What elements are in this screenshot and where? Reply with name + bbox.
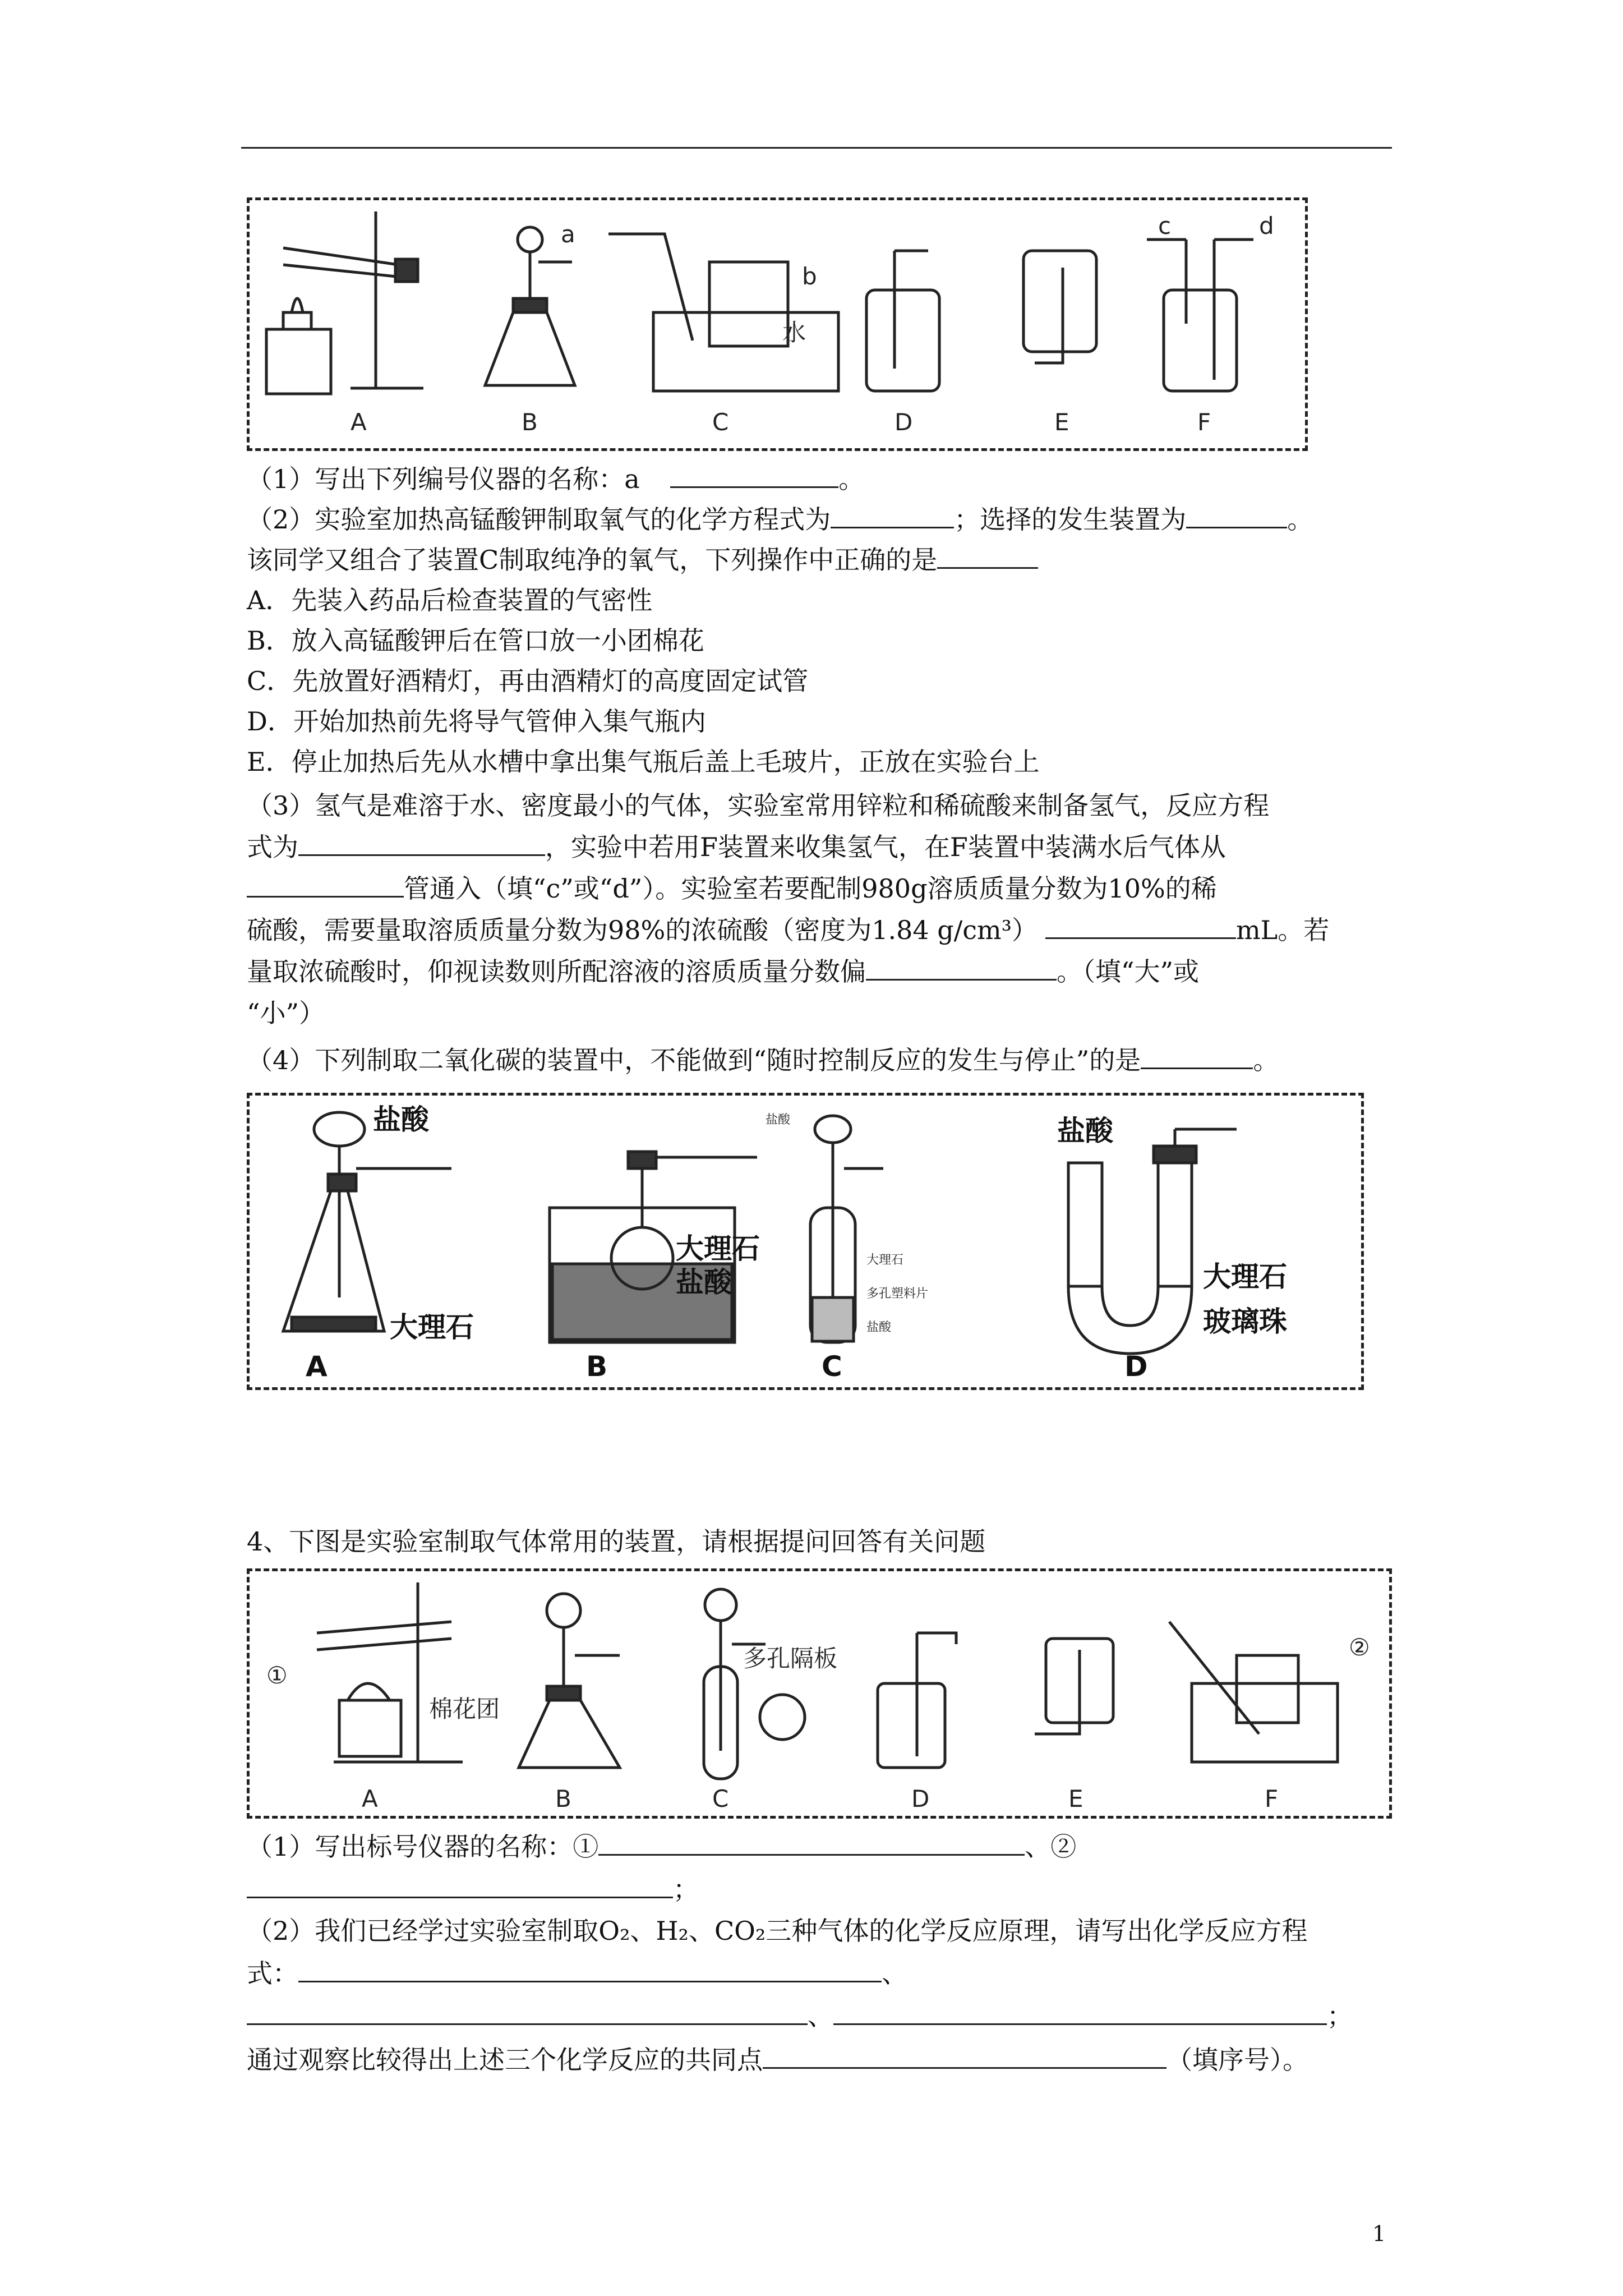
fig2-marble-A: 大理石 xyxy=(390,1311,474,1343)
fig2-label-B: B xyxy=(586,1350,608,1383)
fig1-label-F: F xyxy=(1197,408,1211,436)
answer-blank-concentration[interactable] xyxy=(866,954,1057,981)
q4-part2-line2: 式： 、 xyxy=(247,1955,907,1991)
fig2-marble-B: 大理石 xyxy=(676,1232,760,1265)
q4-part3: 通过观察比较得出上述三个化学反应的共同点 （填序号）。 xyxy=(247,2042,1308,2078)
fig1-label-D: D xyxy=(895,408,913,436)
q4-part1: （1）写出标号仪器的名称：① 、② xyxy=(247,1829,1076,1865)
q3-part2-question: 该同学又组合了装置C制取纯净的氧气，下列操作中正确的是 xyxy=(247,542,1038,578)
q3-part3-line4: 硫酸，需要量取溶质质量分数为98%的浓硫酸（密度为1.84 g/cm³） mL。若 xyxy=(247,912,1329,948)
q3-part3-line6: “小”） xyxy=(247,998,325,1028)
fig3-label-E: E xyxy=(1068,1785,1083,1812)
fig1-callout-a: a xyxy=(561,220,575,248)
fig1-label-C: C xyxy=(712,408,729,436)
fig2-plastic-C: 多孔塑料片 xyxy=(866,1287,929,1301)
answer-blank-equation[interactable] xyxy=(831,502,954,528)
q4-part2-line3: 、 ； xyxy=(247,1998,1353,2034)
figure-2-co2-devices xyxy=(247,1093,1364,1390)
q3-part3-line5: 量取浓硫酸时，仰视读数则所配溶液的溶质质量分数偏 。（填“大”或 xyxy=(247,954,1199,990)
figure-1-apparatus xyxy=(247,197,1308,451)
q3-part3-line1: （3）氢气是难溶于水、密度最小的气体，实验室常用锌粒和稀硫酸来制备氢气，反应方程 xyxy=(247,790,1270,821)
figure-1-drawing xyxy=(250,200,1305,448)
fig1-label-E: E xyxy=(1054,408,1069,436)
answer-blank-common-points[interactable] xyxy=(763,2042,1166,2069)
header-rule xyxy=(241,147,1392,149)
fig3-cotton: 棉花团 xyxy=(429,1695,500,1723)
fig1-label-B: B xyxy=(522,408,538,436)
answer-blank-tube[interactable] xyxy=(247,871,404,898)
fig2-marble-D: 大理石 xyxy=(1203,1260,1287,1293)
fig3-label-C: C xyxy=(712,1785,729,1812)
fig3-mark1: ① xyxy=(266,1662,288,1689)
answer-blank-device[interactable] xyxy=(1186,502,1287,528)
fig3-plate: 多孔隔板 xyxy=(743,1645,838,1672)
q3-part1: （1）写出下列编号仪器的名称：a 。 xyxy=(247,461,864,497)
fig2-label-A: A xyxy=(306,1350,328,1383)
fig2-hcl-D: 盐酸 xyxy=(1057,1115,1113,1147)
q3-part3-line2: 式为 ，实验中若用F装置来收集氢气，在F装置中装满水后气体从 xyxy=(247,829,1226,865)
answer-blank-h2-equation[interactable] xyxy=(298,830,545,856)
fig2-hcl-A: 盐酸 xyxy=(373,1103,429,1136)
fig2-label-D: D xyxy=(1124,1350,1148,1383)
q4-part1-line2: ； xyxy=(247,1871,699,1907)
fig2-label-C: C xyxy=(822,1350,842,1383)
fig3-mark2: ② xyxy=(1349,1634,1370,1661)
figure-3-gas-apparatus xyxy=(247,1568,1392,1819)
fig1-callout-c: c xyxy=(1158,212,1172,240)
fig1-callout-b: b xyxy=(802,263,817,290)
answer-blank-co2-device[interactable] xyxy=(1141,1043,1253,1069)
figure-3-drawing xyxy=(250,1571,1389,1816)
option-A: A．先装入药品后检查装置的气密性 xyxy=(247,585,653,615)
fig3-label-D: D xyxy=(911,1785,930,1812)
fig2-marble-C: 大理石 xyxy=(866,1253,904,1267)
answer-blank-h2-equation[interactable] xyxy=(247,1999,808,2025)
answer-blank-volume[interactable] xyxy=(1045,913,1236,939)
answer-blank-a[interactable] xyxy=(670,462,838,488)
option-D: D．开始加热前先将导气管伸入集气瓶内 xyxy=(247,706,706,737)
answer-blank-instrument-1[interactable] xyxy=(598,1829,1025,1856)
option-C: C．先放置好酒精灯，再由酒精灯的高度固定试管 xyxy=(247,666,809,696)
answer-blank-co2-equation[interactable] xyxy=(833,1999,1327,2025)
fig2-beads-D: 玻璃珠 xyxy=(1203,1305,1287,1338)
page-number: 1 xyxy=(1372,2221,1386,2246)
answer-blank-instrument-2[interactable] xyxy=(247,1872,673,1898)
fig3-label-A: A xyxy=(362,1785,378,1812)
option-E: E．停止加热后先从水槽中拿出集气瓶后盖上毛玻片，正放在实验台上 xyxy=(247,747,1040,777)
option-B: B．放入高锰酸钾后在管口放一小团棉花 xyxy=(247,625,704,656)
fig3-label-F: F xyxy=(1265,1785,1279,1812)
fig3-label-B: B xyxy=(555,1785,571,1812)
answer-blank-o2-equation[interactable] xyxy=(298,1956,882,1982)
fig1-callout-water: 水 xyxy=(782,319,806,346)
fig1-callout-d: d xyxy=(1259,212,1274,240)
fig2-hcl-C: 盐酸 xyxy=(766,1113,791,1127)
fig2-hcl-C2: 盐酸 xyxy=(866,1320,892,1335)
q4-title: 4、下图是实验室制取气体常用的装置，请根据提问回答有关问题 xyxy=(247,1526,986,1557)
fig1-label-A: A xyxy=(351,408,367,436)
q4-part2-line1: （2）我们已经学过实验室制取O₂、H₂、CO₂三种气体的化学反应原理，请写出化学反应方程 xyxy=(247,1916,1308,1946)
q3-part4: （4）下列制取二氧化碳的装置中，不能做到“随时控制反应的发生与停止”的是 。 xyxy=(247,1042,1279,1078)
figure-2-drawing xyxy=(250,1096,1361,1387)
answer-blank-operation[interactable] xyxy=(937,542,1038,569)
q3-part2: （2）实验室加热高锰酸钾制取氧气的化学方程式为 ；选择的发生装置为 。 xyxy=(247,501,1313,537)
q3-part3-line3: 管通入（填“c”或“d”）。实验室若要配制980g溶质质量分数为10%的稀 xyxy=(247,871,1217,907)
fig2-hcl-B: 盐酸 xyxy=(676,1266,732,1299)
